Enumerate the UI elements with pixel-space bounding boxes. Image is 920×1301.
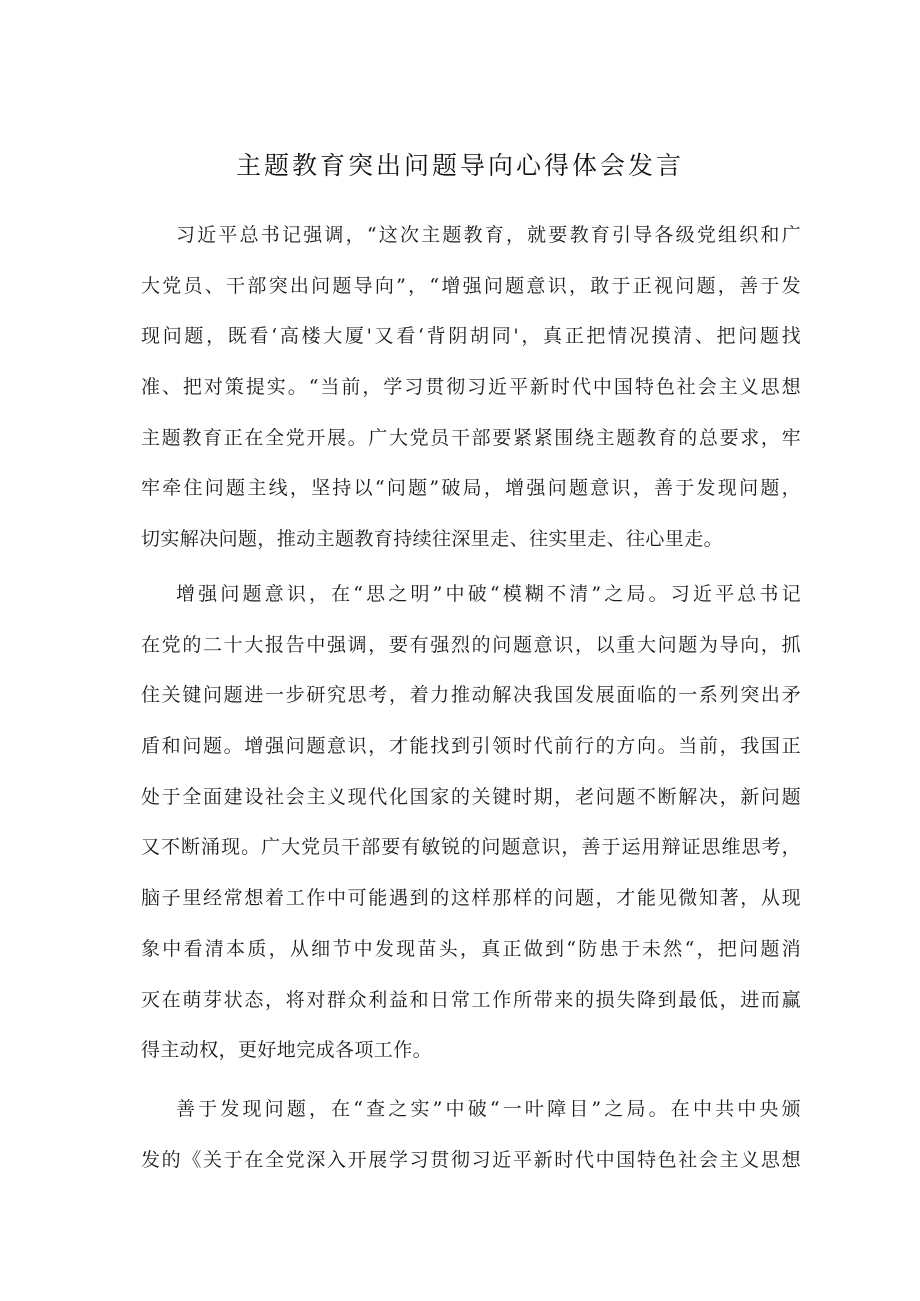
paragraph-line: 在党的二十大报告中强调，要有强烈的问题意识，以重大问题为导向，抓 (141, 633, 801, 656)
paragraph-line: 住关键问题进一步研究思考，着力推动解决我国发展面临的一系列突出矛 (141, 684, 801, 707)
document-title: 主题教育突出问题导向心得体会发言 (235, 151, 684, 180)
paragraph-line: 增强问题意识，在“思之明”中破“模糊不清”之局。习近平总书记 (176, 583, 801, 605)
paragraph-line: 主题教育正在全党开展。广大党员干部要紧紧围绕主题教育的总要求，牢 (141, 426, 801, 449)
paragraph-line: 切实解决问题，推动主题教育持续往深里走、往实里走、往心里走。 (141, 528, 724, 551)
paragraph-line: 发的《关于在全党深入开展学习贯彻习近平新时代中国特色社会主义思想 (141, 1148, 801, 1171)
paragraph-2 (141, 569, 801, 1076)
paragraph-line: 脑子里经常想着工作中可能遇到的这样那样的问题，才能见微知著，从现 (141, 887, 801, 910)
paragraph-line: 善于发现问题，在“查之实”中破“一叶障目”之局。在中共中央颁 (176, 1098, 801, 1120)
paragraph-line: 又不断涌现。广大党员干部要有敏锐的问题意识，善于运用辩证思维思考， (141, 836, 801, 859)
paragraph-line: 现问题，既看‘高楼大厦'又看‘背阴胡同'，真正把情况摸清、把问题找 (141, 325, 801, 348)
paragraph-line: 大党员、干部突出问题导向”，“增强问题意识，敢于正视问题，善于发 (141, 274, 801, 297)
paragraph-line: 习近平总书记强调，“这次主题教育，就要教育引导各级党组织和广 (176, 224, 801, 246)
paragraph-line: 盾和问题。增强问题意识，才能找到引领时代前行的方向。当前，我国正 (141, 735, 801, 758)
paragraph-line: 牢牵住问题主线，坚持以“问题”破局，增强问题意识，善于发现问题， (141, 477, 801, 500)
paragraph-line: 象中看清本质，从细节中发现苗头，真正做到“防患于未然“，把问题消 (141, 937, 801, 960)
paragraph-line: 准、把对策提实。“当前，学习贯彻习近平新时代中国特色社会主义思想 (141, 376, 801, 399)
paragraph-1 (141, 210, 801, 565)
paragraph-line: 得主动权，更好地完成各项工作。 (141, 1039, 433, 1062)
paragraph-3 (141, 1084, 801, 1185)
paragraph-line: 处于全面建设社会主义现代化国家的关键时期，老问题不断解决，新问题 (141, 785, 801, 808)
paragraph-line: 灭在萌芽状态，将对群众利益和日常工作所带来的损失降到最低，进而赢 (141, 988, 801, 1011)
